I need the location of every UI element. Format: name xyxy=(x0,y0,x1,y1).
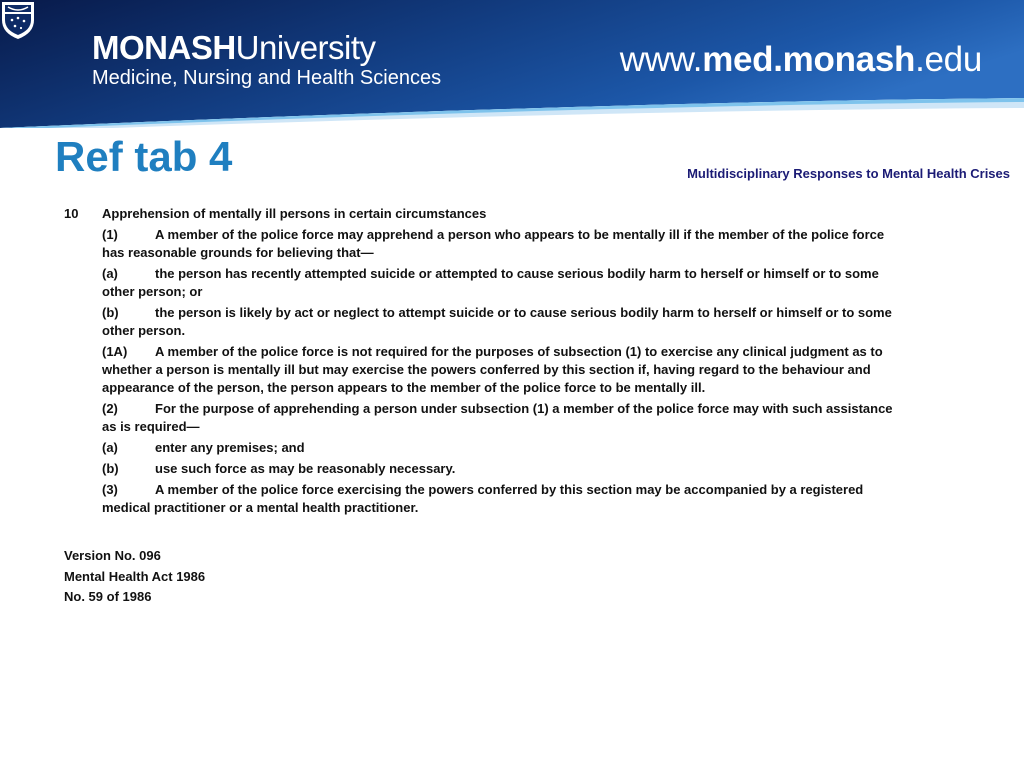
faculty-name: Medicine, Nursing and Health Sciences xyxy=(92,67,442,89)
clause-label: (b) xyxy=(102,305,119,320)
clause-label: (1) xyxy=(102,227,118,242)
version-number: Version No. 096 xyxy=(64,548,161,563)
clause-label: (3) xyxy=(102,482,118,497)
clause-2a-para xyxy=(102,439,894,457)
clause-1A xyxy=(102,343,894,397)
brand-wordmark xyxy=(92,30,441,90)
clause-label: (a) xyxy=(102,440,118,455)
section-title: Apprehension of mentally ill persons in certain circumstances xyxy=(102,206,487,221)
clause-label: (b) xyxy=(102,461,119,476)
clause-2b-para xyxy=(102,460,894,478)
clause-text: enter any premises; and xyxy=(155,440,305,455)
monash-crest-icon xyxy=(0,0,36,40)
brand-name xyxy=(92,30,441,66)
url-domain: med.monash xyxy=(702,40,916,79)
clause-text: A member of the police force exercising the powers conferred by this section may be accompanied by a registered medical practitioner or a mental health practitioner. xyxy=(102,482,864,515)
slide-subtitle: Multidisciplinary Responses to Mental Health Crises xyxy=(687,166,1010,181)
section-number: 10 xyxy=(64,206,79,221)
brand-name-bold: MONASH xyxy=(92,29,236,66)
url-suffix: .edu xyxy=(915,40,982,79)
clause-2 xyxy=(102,400,894,436)
header-banner xyxy=(0,0,1024,128)
clause-text: the person has recently attempted suicide or attempted to cause serious bodily harm to herself or himself or to some other person; or xyxy=(102,266,879,299)
brand-name-light: University xyxy=(235,29,376,66)
act-number: No. 59 of 1986 xyxy=(64,589,152,604)
clause-text: A member of the police force is not required for the purposes of subsection (1) to exercise any clinical judgment as to whether a person is mentally ill but may exercise the powers conferred by this section if, having regard to the behaviour and appearance of the person, the person appears to the member of the police force to be mentally ill. xyxy=(102,344,883,395)
clause-text: the person is likely by act or neglect to attempt suicide or to cause serious bodily harm to herself or himself or to some other person. xyxy=(102,305,892,338)
clause-text: For the purpose of apprehending a person under subsection (1) a member of the police force may with such assistance as is required— xyxy=(102,401,893,434)
clause-3 xyxy=(102,481,894,517)
act-name: Mental Health Act 1986 xyxy=(64,568,206,584)
slide-title: Ref tab 4 xyxy=(55,133,233,180)
act-citation xyxy=(64,546,205,608)
clause-1 xyxy=(102,226,894,262)
clause-text: use such force as may be reasonably necessary. xyxy=(155,461,456,476)
clause-label: (1A) xyxy=(102,344,128,359)
clause-1b-para xyxy=(102,304,894,340)
clause-label: (2) xyxy=(102,401,118,416)
section-heading xyxy=(64,205,894,223)
clause-1a-para xyxy=(102,265,894,301)
clause-text: A member of the police force may apprehend a person who appears to be mentally ill if the member of the police force has reasonable grounds for believing that— xyxy=(102,227,885,260)
legislation-text xyxy=(64,205,894,520)
url-prefix: www. xyxy=(619,40,703,79)
website-url xyxy=(620,40,982,80)
clause-label: (a) xyxy=(102,266,118,281)
